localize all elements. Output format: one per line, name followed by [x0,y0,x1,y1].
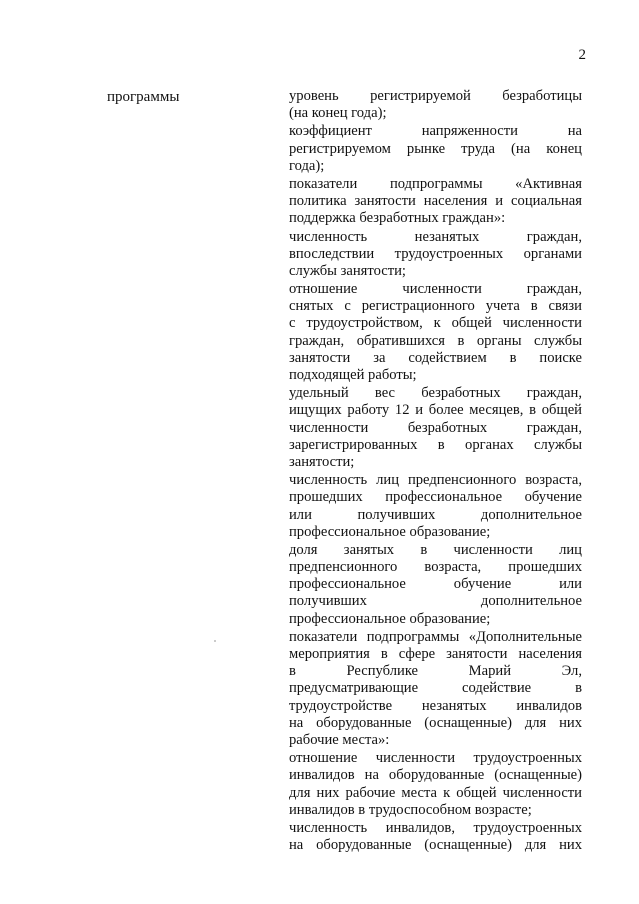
text-line: подходящей работы; [289,367,417,383]
text-line: мероприятия в сфере занятости населения [289,646,582,662]
text-line: профессиональное образование; [289,610,491,627]
text-line: численность лиц предпенсионного возраста, [289,472,582,489]
text-line: численность незанятых граждан, [289,228,582,245]
text-line: предпенсионного возраста, прошедших [289,559,582,576]
indicator-paragraph [289,281,582,384]
page-number: 2 [578,47,586,63]
text-line: впоследствии трудоустроенных органами [289,245,582,262]
text-line: удельный вес безработных граждан, [289,385,582,402]
text-line: ищущих работу 12 и более месяцев, в общей [289,402,582,419]
indicator-paragraph [289,385,582,471]
indicator-paragraph [289,123,582,175]
text-line: или получивших дополнительное [289,506,582,523]
indicator-paragraph [289,750,582,819]
text-line: поддержка безработных граждан»: [289,210,506,227]
text-line: предусматривающие содействие в [289,680,582,697]
indicator-paragraph [289,629,582,749]
text-line: с трудоустройством, к общей численности [289,315,582,332]
indicator-paragraph [289,472,582,541]
text-line: инвалидов на оборудованные (оснащенные) [289,767,582,784]
text-line: рабочие места»: [289,731,390,748]
text-line: показатели подпрограммы «Активная [289,175,582,192]
text-line: граждан, обратившихся в органы службы [289,332,582,349]
text-line: регистрируемом рынке труда (на конец [289,140,582,157]
text-line: на оборудованные (оснащенные) для них [289,837,582,854]
text-line: для них рабочие места к общей численности [289,784,582,801]
text-line: численности безработных граждан, [289,419,582,436]
text-line: отношение численности граждан, [289,281,582,298]
text-line: политика занятости населения и социальная [289,193,582,210]
text-line: снятых с регистрационного учета в связи [289,298,582,315]
indicator-paragraph [289,176,582,228]
text-line: трудоустройстве незанятых инвалидов [289,697,582,714]
text-line: занятости за содействием в поиске [289,349,582,366]
text-line: зарегистрированных в органах службы [289,436,582,453]
indicator-paragraph [289,88,582,122]
text-line: в Республике Марий Эл, [289,663,582,680]
text-line: коэффициент напряженности на [289,123,582,140]
indicator-paragraph [289,229,582,281]
text-line: доля занятых в численности лиц [289,541,582,558]
scan-speck [214,640,216,642]
text-line: на оборудованные (оснащенные) для них [289,714,582,731]
text-line: уровень регистрируемой безработицы [289,88,582,104]
row-label: программы [107,89,180,105]
indicator-paragraph [289,820,582,854]
text-line: отношение численности трудоустроенных [289,750,582,767]
text-line: инвалидов в трудоспособном возрасте; [289,801,532,818]
text-line: занятости; [289,453,355,470]
text-line: профессиональное обучение или [289,576,582,593]
text-line: численность инвалидов, трудоустроенных [289,819,582,836]
text-line: службы занятости; [289,262,406,279]
text-line: профессиональное образование; [289,523,491,540]
indicators-column [289,88,582,855]
text-line: показатели подпрограммы «Дополнительные [289,628,582,645]
indicator-paragraph [289,542,582,628]
text-line: получивших дополнительное [289,593,582,610]
text-line: года); [289,157,325,174]
text-line: прошедших профессиональное обучение [289,489,582,506]
text-line: (на конец года); [289,105,387,122]
